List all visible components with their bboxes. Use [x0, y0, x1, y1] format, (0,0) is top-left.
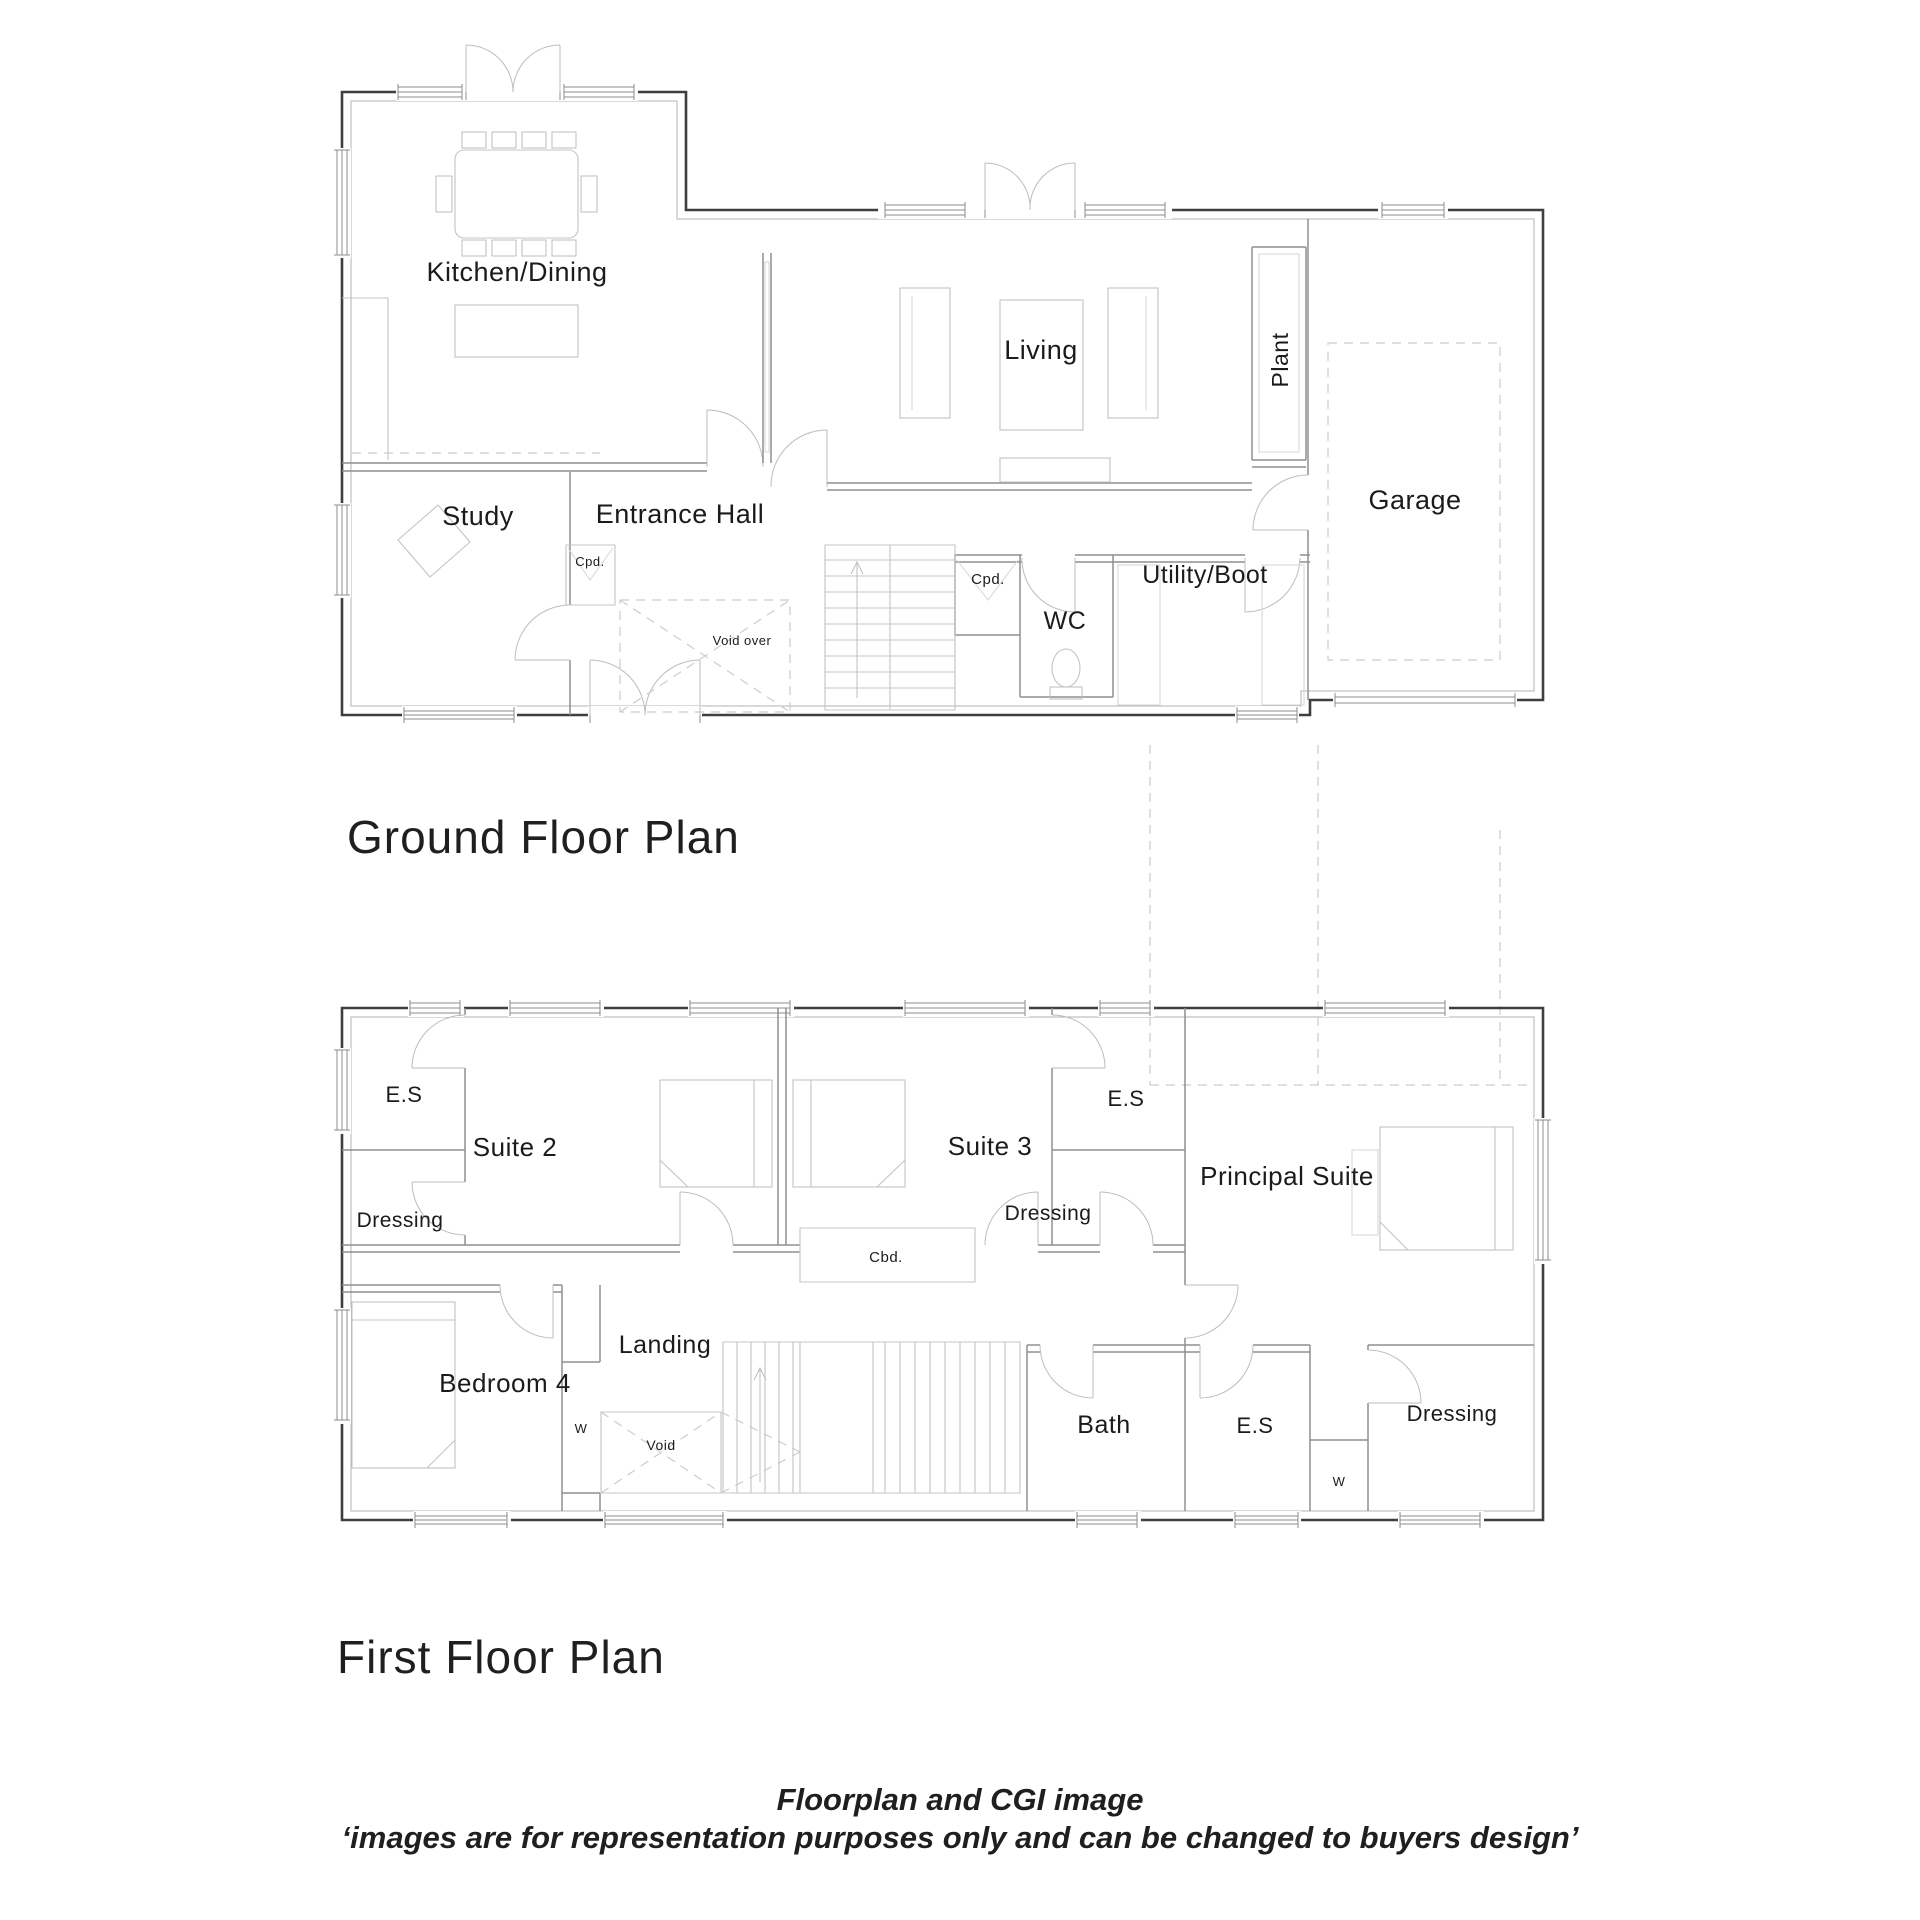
ff-interior-walls	[342, 1008, 1534, 1511]
ff-labels	[357, 1082, 1498, 1489]
gf-windows	[333, 45, 1517, 724]
gf-label-plant: Plant	[1267, 332, 1293, 388]
first-floor-plan	[333, 999, 1552, 1529]
ff-label-bedroom4: Bedroom 4	[439, 1368, 571, 1398]
ff-label-suite2: Suite 2	[472, 1132, 558, 1162]
gf-void-over	[620, 600, 790, 712]
ff-label-cbd: Cbd.	[869, 1249, 903, 1266]
gf-label-wc: WC	[1043, 607, 1087, 635]
ff-label-landing: Landing	[618, 1331, 712, 1359]
ff-stairs	[723, 1342, 1020, 1493]
kitchen-island	[455, 305, 578, 357]
projection-dashed-lines	[1150, 745, 1534, 1085]
gf-label-void-over: Void over	[712, 633, 772, 648]
suite2-bed	[660, 1080, 772, 1187]
gf-label-garage: Garage	[1368, 485, 1462, 515]
gf-label-living: Living	[1004, 335, 1078, 365]
footer-line1: Floorplan and CGI image	[776, 1782, 1144, 1817]
principal-bed	[1352, 1127, 1513, 1250]
gf-label-study: Study	[442, 501, 514, 531]
ff-label-void: Void	[646, 1437, 676, 1453]
first-floor-title: First Floor Plan	[337, 1631, 665, 1683]
ff-label-dressing-suite3: Dressing	[1004, 1202, 1092, 1225]
gf-outer-walls	[342, 92, 1543, 715]
suite3-bed	[793, 1080, 905, 1187]
gf-stairs	[825, 545, 955, 710]
ff-label-principal-suite: Principal Suite	[1200, 1161, 1374, 1191]
ground-floor-title: Ground Floor Plan	[347, 811, 740, 863]
gf-interior-walls	[342, 219, 1310, 715]
gf-label-kitchen: Kitchen/Dining	[426, 257, 608, 287]
footer-line2: ‘images are for representation purposes only and can be changed to buyers design’	[341, 1820, 1579, 1855]
ff-windows	[333, 999, 1552, 1529]
gf-label-entrance-hall: Entrance Hall	[595, 499, 765, 529]
kitchen-counter	[342, 298, 388, 460]
gf-label-cpd-entrance: Cpd.	[575, 554, 605, 569]
ff-label-suite3: Suite 3	[947, 1131, 1033, 1161]
ground-floor-plan	[333, 45, 1543, 724]
wc-toilet	[1050, 649, 1082, 699]
gf-label-utility: Utility/Boot	[1142, 561, 1268, 589]
ff-label-es-bath: E.S	[1236, 1413, 1274, 1438]
gf-label-cpd-stairs: Cpd.	[971, 571, 1005, 588]
ff-label-bath: Bath	[1077, 1411, 1131, 1439]
ff-label-w1: W	[574, 1421, 588, 1436]
ff-label-dressing-principal: Dressing	[1406, 1401, 1498, 1426]
dining-table-set	[436, 132, 597, 256]
tv-cabinet	[1000, 458, 1110, 482]
ff-label-w2: W	[1332, 1474, 1346, 1489]
coffee-table	[1000, 300, 1083, 430]
ff-label-dressing-suite2: Dressing	[356, 1209, 444, 1232]
ff-label-es-suite2: E.S	[385, 1082, 423, 1107]
ff-label-es-suite3: E.S	[1107, 1086, 1145, 1111]
